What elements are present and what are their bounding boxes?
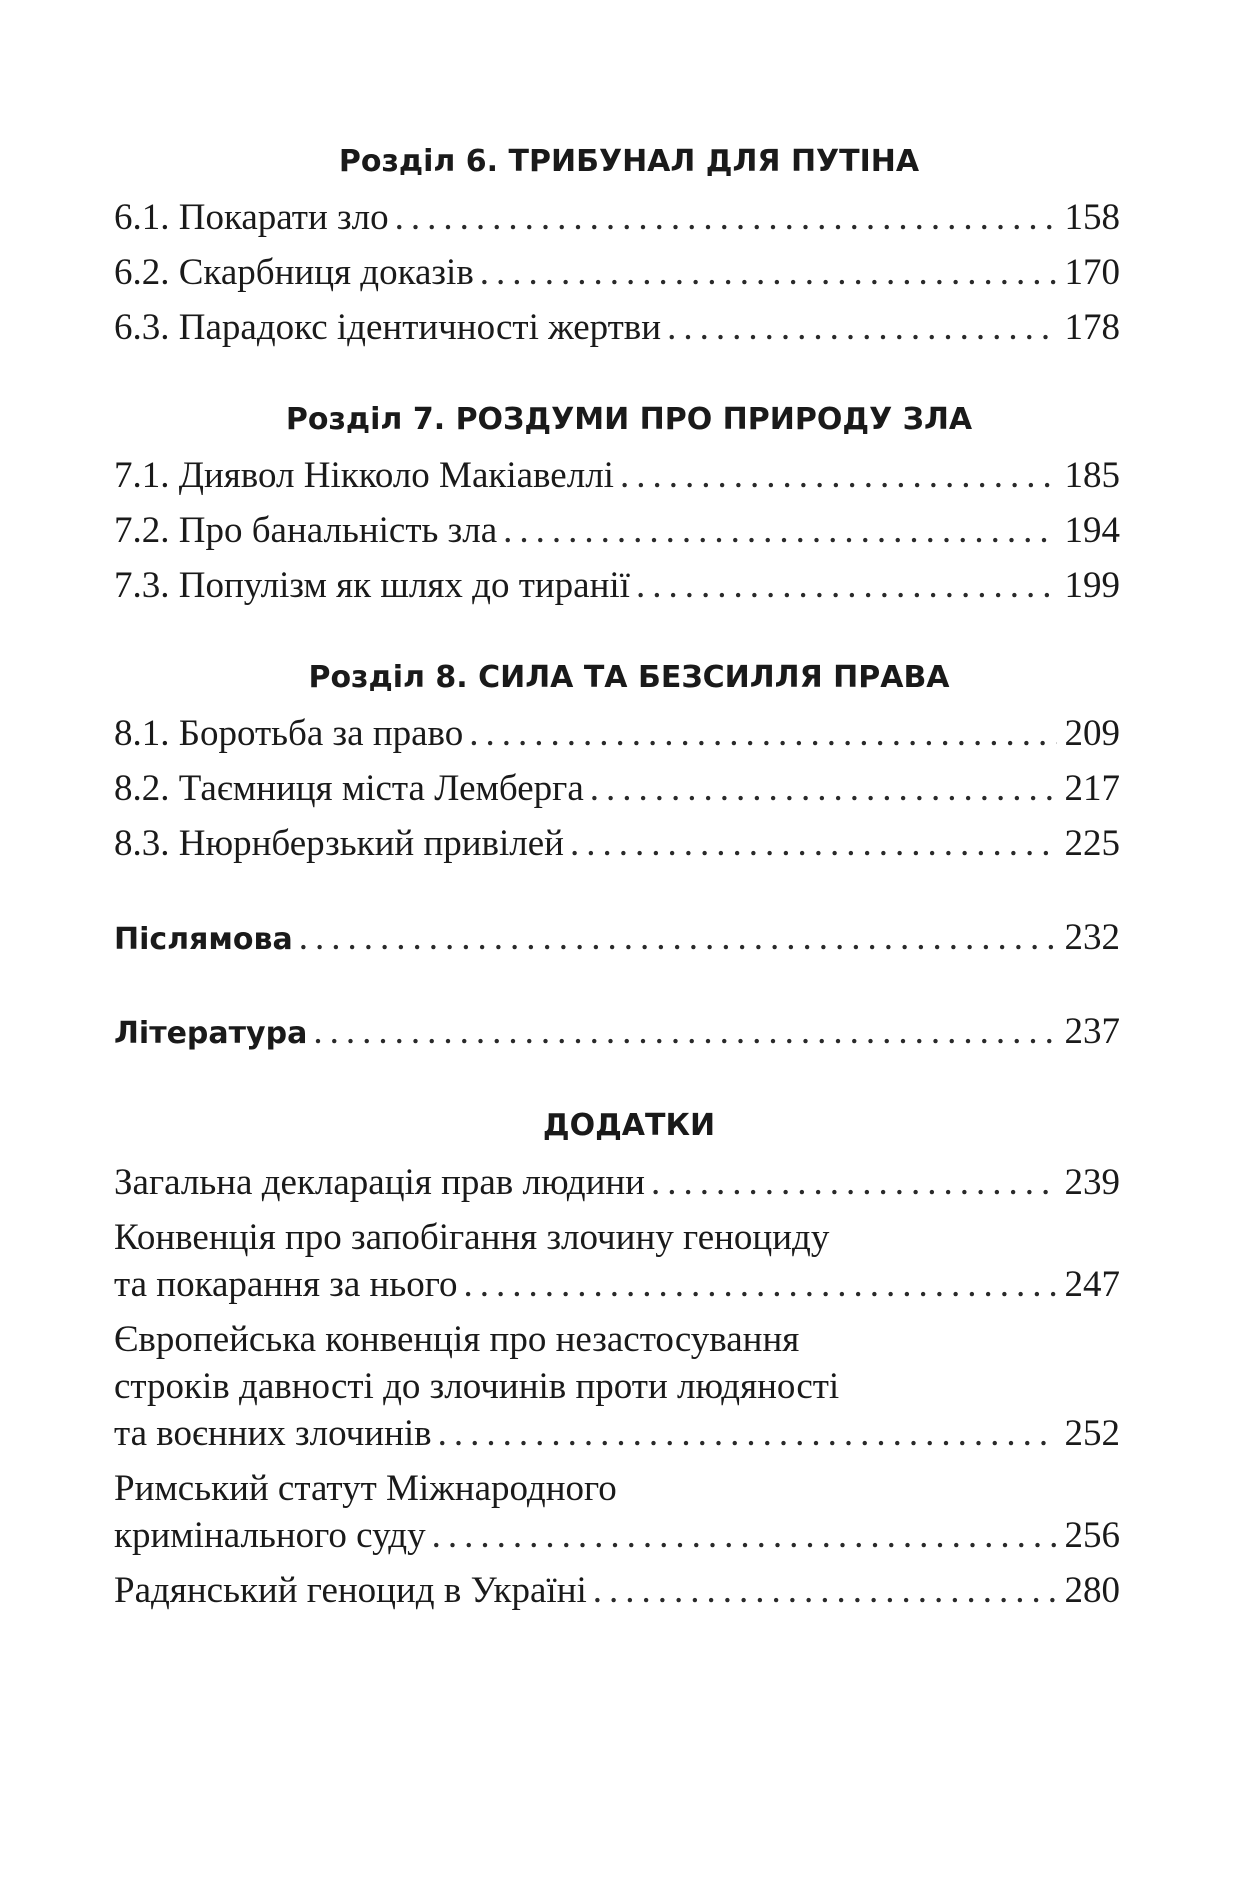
page-number: 237 xyxy=(1064,1011,1120,1052)
page-number: 194 xyxy=(1064,510,1120,551)
dot-leader xyxy=(503,506,1056,556)
entry-label: Загальна декларація прав людини xyxy=(114,1162,645,1203)
page-number: 225 xyxy=(1064,823,1120,864)
appendix-entry xyxy=(114,1566,1120,1616)
page-number: 252 xyxy=(1064,1413,1120,1454)
entry-label: та воєнних злочинів xyxy=(114,1413,432,1454)
chapter-heading: Розділ 8. СИЛА ТА БЕЗСИЛЛЯ ПРАВА xyxy=(308,660,950,695)
dot-leader xyxy=(480,248,1057,298)
entry-label: Література xyxy=(114,1016,308,1051)
appendix-entry xyxy=(114,1260,1120,1310)
chapter-heading: Розділ 7. РОЗДУМИ ПРО ПРИРОДУ ЗЛА xyxy=(285,402,973,437)
page-number: 280 xyxy=(1064,1570,1120,1611)
toc-entry xyxy=(114,561,1120,611)
dot-leader xyxy=(469,709,1056,759)
appendices-heading: ДОДАТКИ xyxy=(542,1108,716,1143)
toc-entry xyxy=(114,764,1120,814)
dot-leader xyxy=(651,1158,1057,1208)
dot-leader xyxy=(570,819,1057,869)
appendix-entry-line: Римський статут Міжнародного xyxy=(114,1468,617,1509)
entry-label: Післямова xyxy=(114,922,293,957)
appendix-entry xyxy=(114,1511,1120,1561)
toc-entry xyxy=(114,248,1120,298)
dot-leader xyxy=(395,193,1057,243)
entry-label: 8.3. Нюрнберзький привілей xyxy=(114,823,564,864)
page-number: 256 xyxy=(1064,1515,1120,1556)
toc-entry xyxy=(114,709,1120,759)
page-number: 247 xyxy=(1064,1264,1120,1305)
page-number: 217 xyxy=(1064,768,1120,809)
page-number: 158 xyxy=(1064,197,1120,238)
entry-label: 7.3. Популізм як шлях до тиранії xyxy=(114,565,630,606)
toc-entry xyxy=(114,451,1120,501)
entry-label: кримінального суду xyxy=(114,1515,426,1556)
appendix-entry-line: Європейська конвенція про незастосування xyxy=(114,1319,800,1360)
entry-label: 6.3. Парадокс ідентичності жертви xyxy=(114,307,662,348)
dot-leader xyxy=(299,913,1057,963)
entry-label: 6.1. Покарати зло xyxy=(114,197,389,238)
toc-entry-afterword xyxy=(114,913,1120,965)
toc-entry xyxy=(114,506,1120,556)
toc-entry xyxy=(114,819,1120,869)
entry-label: Радянський геноцид в Україні xyxy=(114,1570,587,1611)
entry-label: 6.2. Скарбниця доказів xyxy=(114,252,474,293)
page-number: 199 xyxy=(1064,565,1120,606)
dot-leader xyxy=(593,1566,1057,1616)
entry-label: 7.1. Диявол Нікколо Макіавеллі xyxy=(114,455,614,496)
toc-entry-literature xyxy=(114,1007,1120,1059)
page-number: 170 xyxy=(1064,252,1120,293)
dot-leader xyxy=(432,1511,1057,1561)
dot-leader xyxy=(590,764,1057,814)
appendix-entry-line: строків давності до злочинів проти людяності xyxy=(114,1366,840,1407)
page-number: 209 xyxy=(1064,713,1120,754)
appendix-entry xyxy=(114,1158,1120,1208)
dot-leader xyxy=(313,1007,1056,1057)
appendix-entry xyxy=(114,1409,1120,1459)
toc-entry xyxy=(114,193,1120,243)
page-number: 239 xyxy=(1064,1162,1120,1203)
dot-leader xyxy=(636,561,1057,611)
dot-leader xyxy=(667,303,1056,353)
entry-label: та покарання за нього xyxy=(114,1264,458,1305)
dot-leader xyxy=(620,451,1057,501)
toc-entry xyxy=(114,303,1120,353)
entry-label: 8.1. Боротьба за право xyxy=(114,713,464,754)
dot-leader xyxy=(463,1260,1056,1310)
entry-label: 7.2. Про банальність зла xyxy=(114,510,498,551)
page-number: 178 xyxy=(1064,307,1120,348)
page-number: 185 xyxy=(1064,455,1120,496)
page-number: 232 xyxy=(1064,917,1120,958)
chapter-heading: Розділ 6. ТРИБУНАЛ ДЛЯ ПУТІНА xyxy=(338,144,920,179)
dot-leader xyxy=(438,1409,1057,1459)
appendix-entry-line: Конвенція про запобігання злочину геноциду xyxy=(114,1217,830,1258)
entry-label: 8.2. Таємниця міста Лемберга xyxy=(114,768,584,809)
